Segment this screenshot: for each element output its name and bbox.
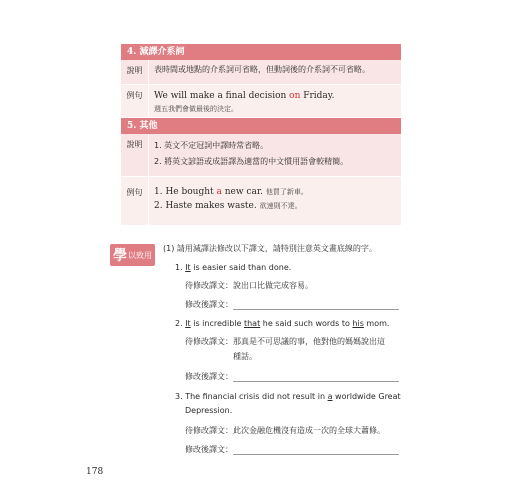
underlined-word: a — [327, 392, 333, 401]
page-number: 178 — [86, 467, 104, 477]
q2-revised-label: 修改後譯文： — [185, 372, 233, 381]
example-translation: 週五我們會做最後的決定。 — [154, 105, 238, 113]
example-label: 例句 — [121, 85, 149, 117]
example-sentence-2: 2. Haste makes waste. 欲速則不達。 — [154, 201, 302, 211]
highlighted-word: a — [216, 187, 222, 197]
badge-suffix: 以致用 — [128, 250, 152, 260]
section-4-header — [121, 44, 401, 60]
q3-answer-line[interactable] — [233, 454, 399, 455]
exercise-instruction: (1) 請用減譯法修改以下譯文，請特別注意英文畫底線的字。 — [163, 244, 377, 253]
example-label: 例句 — [121, 177, 149, 225]
badge-main-char: 學 — [113, 248, 127, 264]
q2-draft-translation: 待修改譯文：那真是不可思議的事，他對他的媽媽說出這 — [185, 337, 385, 346]
grammar-table — [121, 44, 401, 226]
example-text — [154, 177, 401, 217]
question-3: 3. The financial crisis did not result in a worldwide Great — [175, 392, 401, 401]
underlined-word: It — [185, 319, 191, 328]
underlined-word: It — [185, 263, 191, 272]
q2-draft-translation-cont: 種話。 — [233, 352, 257, 361]
q1-answer-line[interactable] — [233, 309, 399, 310]
practice-badge — [110, 244, 155, 266]
section-4-example-row — [121, 85, 401, 118]
section-5-header — [121, 118, 401, 134]
draft-label: 待修改譯文： — [185, 281, 233, 290]
question-1: 1. It is easier said than done. — [175, 263, 292, 272]
section-5-example-row — [121, 177, 401, 226]
explanation-label: 說明 — [121, 134, 149, 176]
question-3-cont: Depression. — [185, 406, 233, 415]
example-sentence: We will make a final decision on Friday. — [154, 91, 335, 101]
q1-draft-translation: 待修改譯文：說出口比做完成容易。 — [185, 281, 313, 290]
example-text — [154, 85, 401, 119]
draft-label: 待修改譯文： — [185, 337, 233, 346]
highlighted-word: on — [289, 91, 301, 101]
q1-revised-label: 修改後譯文： — [185, 300, 233, 309]
example-sentence-1: 1. He bought a new car. 他買了新車。 — [154, 187, 308, 197]
underlined-word: his — [352, 319, 364, 328]
q3-draft-translation: 待修改譯文：此次金融危機沒有造成一次的全球大蕭條。 — [185, 426, 385, 435]
q2-answer-line[interactable] — [233, 381, 399, 382]
explanation-label: 說明 — [121, 60, 149, 84]
section-5-title: 5. 其他 — [127, 121, 158, 131]
explanation-text: 表時間或地點的介系詞可省略，但動詞後的介系詞不可省略。 — [154, 65, 370, 74]
explanation-text: 1. 英文不定冠詞中譯時常省略。 2. 將英文諺語或成語譯為適當的中文慣用語會較精簡。 — [154, 141, 349, 166]
q3-revised-label: 修改後譯文： — [185, 445, 233, 454]
draft-label: 待修改譯文： — [185, 426, 233, 435]
section-4-explanation-row — [121, 60, 401, 85]
section-4-title: 4. 減譯介系詞 — [127, 47, 185, 57]
question-2: 2. It is incredible that he said such words to his mom. — [175, 319, 390, 328]
underlined-word: that — [243, 319, 261, 328]
section-5-explanation-row — [121, 134, 401, 177]
